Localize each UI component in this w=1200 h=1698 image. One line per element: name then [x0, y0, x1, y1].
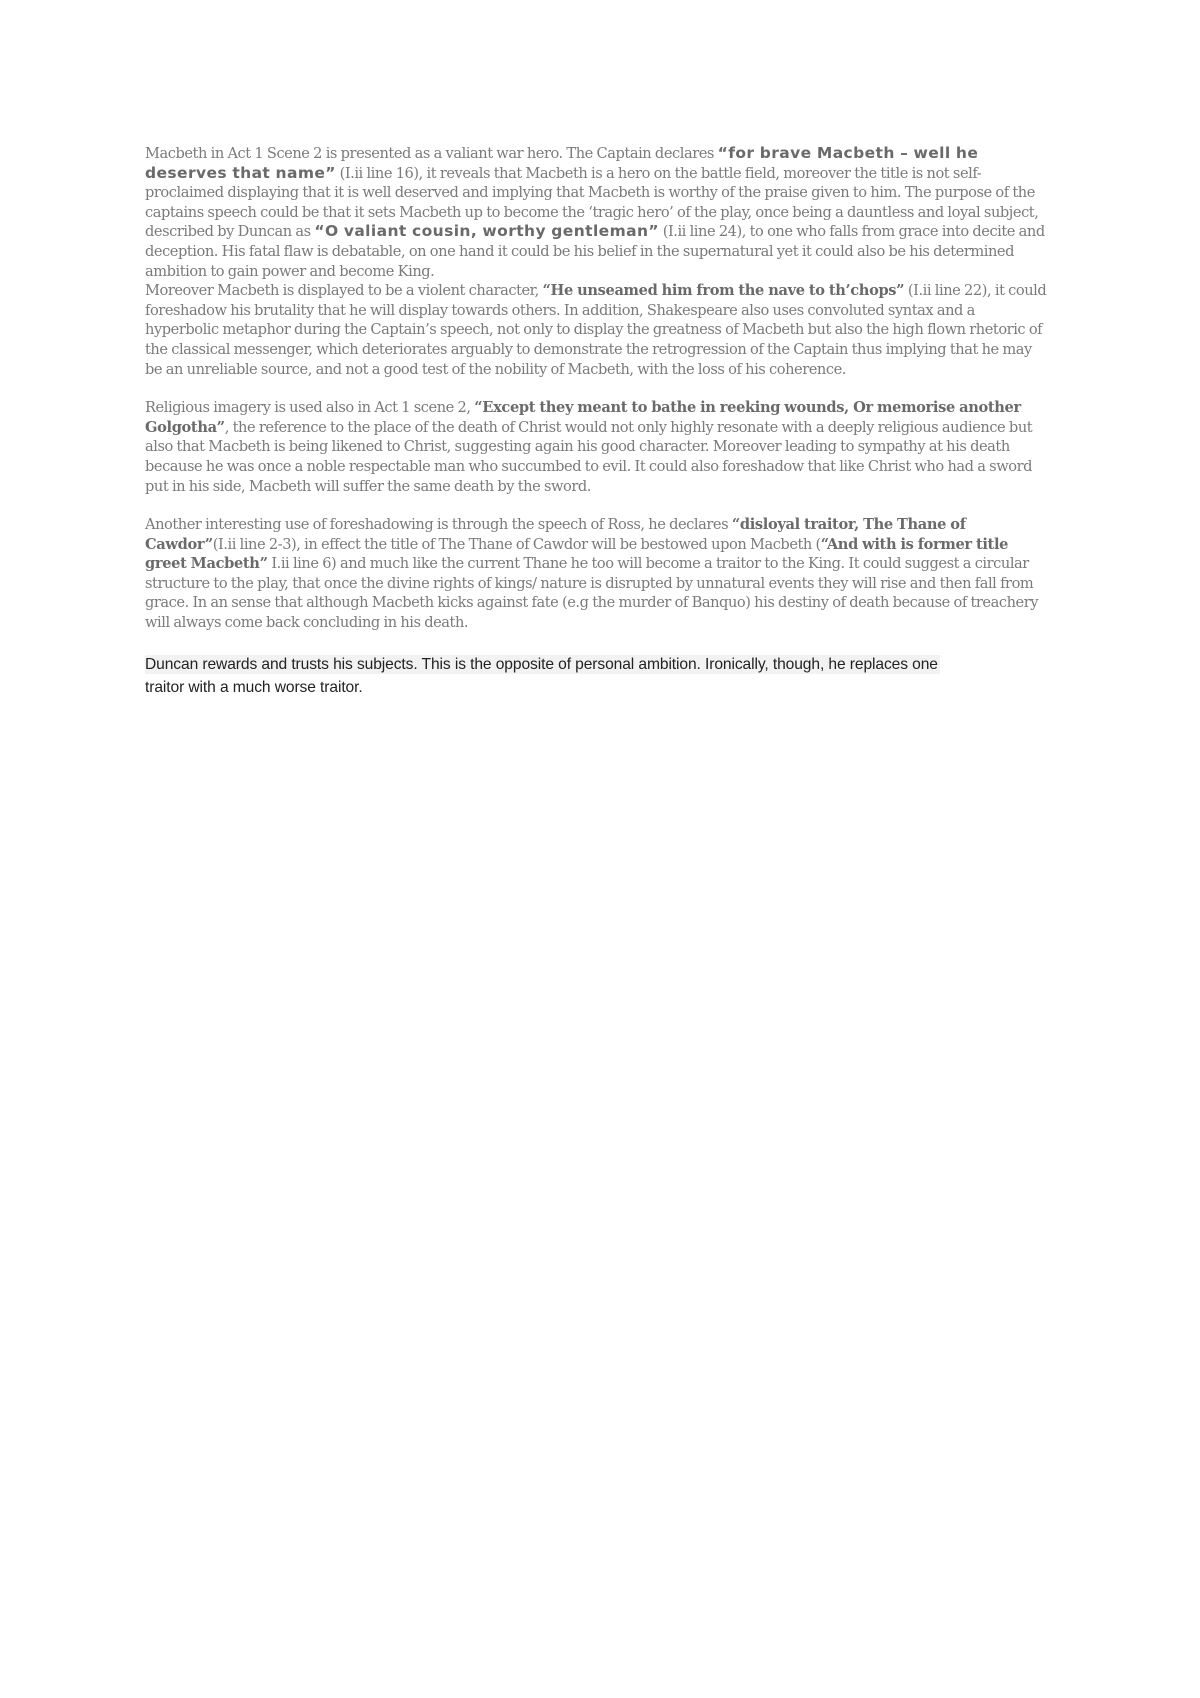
- paragraph-text: (I.ii line 2-3), in effect the title of The Thane of Cawdor will be bestowed upon Macbeth (: [212, 535, 821, 553]
- paragraph-religious-imagery: [145, 398, 1050, 496]
- paragraph-text: (I.ii line 24), to one who falls from grace into decite and deception. His fatal flaw is debatable, on one hand it could be his belief in the supernatural yet it could also be his determined ambition to gain power and become King.: [145, 223, 1045, 280]
- quote-valiant-cousin: “O valiant cousin, worthy gentleman”: [314, 222, 660, 241]
- paragraph-text: Another interesting use of foreshadowing is through the speech of Ross, he declares: [145, 516, 732, 534]
- paragraph-text: (I.ii line 22), it could foreshadow his brutality that he will display towards others. In addition, Shakespeare also uses convoluted syntax and a hyperbolic metaphor during the Captain’s speech, not only to display the greatness of Macbeth but also the high flown rhetoric of the classical messenger, which deteriorates arguably to demonstrate the retrogression of the Captain thus implying that he may be an unreliable source, and not a good test of the nobility of Macbeth, with the loss of his coherence.: [145, 282, 1047, 378]
- paragraph-text: (I.ii line 16), it reveals that Macbeth is a hero on the battle field, moreover the title is not self-proclaimed displaying that it is well deserved and implying that Macbeth is worthy of the praise given to him. The purpose of the captains speech could be that it sets Macbeth up to become the ‘tragic hero’ of the play, once being a dauntless and loyal subject, described by Duncan as: [145, 164, 1039, 241]
- paragraph-text: , the reference to the place of the death of Christ would not only highly resonate with a deeply religious audience but also that Macbeth is being likened to Christ, suggesting again his good character. Moreover leading to sympathy at his death because he was once a noble respectable man who succumbed to evil. It could also foreshadow that like Christ who had a sword put in his side, Macbeth will suffer the same death by the sword.: [145, 418, 1033, 495]
- document-body: [145, 144, 1050, 699]
- paragraph-spacer: [145, 496, 1050, 515]
- paragraph-text: I.ii line 6) and much like the current Thane he too will become a traitor to the King. It could suggest a circular structure to the play, that once the divine rights of kings/ nature is disrupted by unnatural events they will rise and then fall from grace. In an sense that although Macbeth kicks against fate (e.g the murder of Banquo) his destiny of death because of treachery will always come back concluding in his death.: [145, 555, 1039, 632]
- note-line-1: Duncan rewards and trusts his subjects. This is the opposite of personal ambition. Ironically, though, he replaces one: [145, 655, 938, 673]
- paragraph-violent-character: [145, 281, 1050, 379]
- quote-brave-macbeth: “for brave Macbeth – well he deserves that name”: [145, 144, 979, 182]
- paragraph-text: Religious imagery is used also in Act 1 scene 2,: [145, 399, 475, 417]
- paragraph-spacer: [145, 633, 1050, 652]
- quote-unseamed: “He unseamed him from the nave to th’chops”: [542, 282, 905, 300]
- paragraph-macbeth-war-hero: [145, 144, 1050, 281]
- note-duncan-rewards: [145, 653, 1050, 699]
- paragraph-spacer: [145, 379, 1050, 398]
- quote-disloyal-traitor: “disloyal traitor, The Thane of Cawdor”: [145, 516, 966, 553]
- paragraph-text: Moreover Macbeth is displayed to be a violent character,: [145, 282, 543, 300]
- paragraph-text: Macbeth in Act 1 Scene 2 is presented as a valiant war hero. The Captain declares: [145, 145, 718, 162]
- note-line-2: traitor with a much worse traitor.: [145, 678, 363, 696]
- quote-former-title: “And with is former title greet Macbeth”: [145, 535, 1009, 573]
- quote-golgotha: “Except they meant to bathe in reeking wounds, Or memorise another Golgotha”: [145, 399, 1021, 436]
- paragraph-foreshadowing-ross: [145, 515, 1050, 633]
